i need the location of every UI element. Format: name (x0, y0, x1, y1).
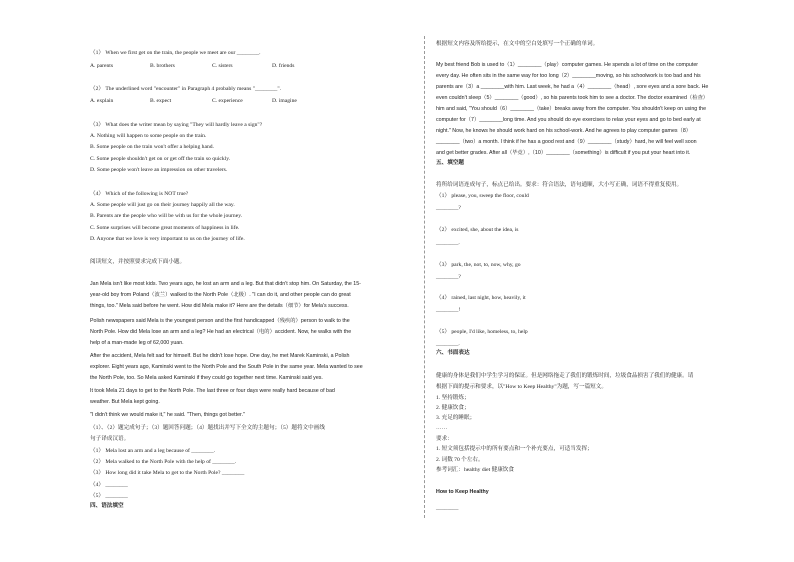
passage-line: weather. But Mela kept going. (90, 399, 160, 405)
question-3-stem: （3） What does the writer mean by saying "They will hardly leave a sign"? (90, 122, 263, 128)
section-5-instruction: 将所给词语连成句子，标点已给出。要求：符合语法，语句通顺，大小写正确，词语不得重复使用。 (436, 182, 683, 188)
option: C. sisters (212, 63, 233, 69)
answer-line: ________! (436, 307, 461, 313)
hint-item: 3. 充足的睡眠； (436, 415, 476, 421)
option: C. Some people shouldn't get on or get off the train so quickly. (90, 156, 231, 162)
task-instruction: 句子译成汉语。 (90, 436, 130, 442)
option: A. explain (90, 98, 114, 104)
reorder-item: （1） please, you, sweep the floor, could (436, 193, 529, 199)
passage-line: things, too." Mela said before he went. How did Mela make it? Here are the details（细节）for Mela's success. (90, 303, 349, 309)
grammar-passage-line: parents are（3）a ________with him. Last week, he had a（4）________（head）, sore eyes and a sore back. He (436, 84, 709, 90)
passage-line: After the accident, Mela felt sad for himself. But he didn't lose hope. One day, he met Marek Kaminski, a Polish (90, 353, 350, 359)
passage-line: "I didn't think we would make it," he said. "Then, things got better." (90, 412, 245, 418)
requirement-item: 1. 短文须包括提示中的所有要点和一个补充要点，可适当发挥； (436, 446, 593, 452)
essay-answer-line: ________ (436, 505, 459, 511)
grammar-passage-line: night." Now, he knows he should work hard on his school-work. And he agrees to play computer games（8） (436, 128, 692, 134)
task-item: （1） Mela lost an arm and a leg because of ________. (90, 448, 216, 454)
reference-words: 参考词汇：healthy diet 健康饮食 (436, 467, 514, 473)
requirements-label: 要求： (436, 436, 453, 442)
section-5-heading: 五、填空题 (436, 160, 464, 166)
answer-line: ________. (436, 341, 460, 347)
answer-line: ________? (436, 274, 461, 280)
section-instruction: 阅读短文，并按照要求完成下面小题。 (90, 259, 186, 265)
section-heading: 四、语法填空 (90, 503, 124, 509)
hint-item: …… (436, 425, 448, 431)
section-6-heading: 六、书面表达 (436, 350, 470, 356)
answer-line: ________. (436, 240, 460, 246)
option: D. Anyone that we love is very important to us on the journey of life. (90, 236, 245, 242)
grammar-passage-line: ________（two）a month. I think if he has a good rest and（9）________（study）hard, he will feel well soon (436, 139, 697, 145)
option: B. expect (150, 98, 172, 104)
column-divider (424, 36, 425, 518)
grammar-passage-line: computer for（7）________long time. And you should do eye exercises to relax your eyes and go to bed early at (436, 117, 701, 123)
passage-line: help of a man-made leg of 62,000 yuan. (90, 340, 184, 346)
option: C. experience (212, 98, 243, 104)
option: D. imagine (272, 98, 297, 104)
passage-line: explorer. Eight years ago, Kaminski went to the North Pole and the South Pole in the same year. Mela wanted to see (90, 364, 363, 370)
option: A. Nothing will happen to some people on the train. (90, 133, 207, 139)
passage-line: It took Mela 21 days to get to the North Pole. The last three or four days were really hard because of bad (90, 388, 335, 394)
essay-instruction: 根据下面的提示和要求，以"How to Keep Healthy"为题，写一篇短文。 (436, 384, 607, 390)
question-2-options (90, 98, 412, 105)
reorder-item: （5） people, I'd like, homeless, to, help (436, 329, 528, 335)
question-1-options (90, 63, 412, 70)
task-item: （4） ________ (90, 482, 128, 488)
option: D. Some people won't leave an impression on other travelers. (90, 167, 228, 173)
question-1-stem: （1） When we first get on the train, the people we meet are our ________. (90, 50, 261, 56)
task-instruction: （1）、（2）题完成句子；（3）题回答问题；（4）题找出并写下全文的主题句；（5）题将文中画线 (90, 425, 325, 431)
passage-line: North Pole. How did Mela lose an arm and a leg? He had an electrical（电的）accident. Now, he walks with the (90, 329, 352, 335)
grammar-passage-line: every day. He often sits in the same way for too long（2）________moving, so his schoolwork is too bad and his (436, 73, 701, 79)
question-2-stem: （2） The underlined word "encounter" in Paragraph 4 probably means "________". (90, 86, 282, 92)
option: B. Some people on the train won't offer a helping hand. (90, 144, 214, 150)
option: A. parents (90, 63, 113, 69)
question-4-stem: （4） Which of the following is NOT true? (90, 191, 189, 197)
option: B. brothers (150, 63, 175, 69)
answer-line: ________? (436, 205, 461, 211)
essay-instruction: 健康的身体是我们中学生学习的保证。但是网络拖走了我们的锻炼时间，垃圾食品损害了我们的健康。请 (436, 373, 694, 379)
passage-line: year-old boy from Poland（波兰）walked to the North Pole（北极）. "I can do it, and other people can do great (90, 292, 351, 298)
task-item: （2） Mela walked to the North Pole with the help of ________. (90, 459, 237, 465)
requirement-item: 2. 词数 70 个左右。 (436, 457, 484, 463)
task-item: （5） ________ (90, 493, 128, 499)
task-item: （3） How long did it take Mela to get to the North Pole? ________ (90, 470, 245, 476)
passage-line: Polish newspapers said Mela is the youngest person and the first handicapped（残疾的）person to walk to the (90, 318, 350, 324)
option: B. Parents are the people who will be with us for the whole journey. (90, 213, 243, 219)
grammar-passage-line: even couldn't sleep（5）________（good）, so his parents took him to see a doctor. The doctor examined（检查） (436, 95, 709, 101)
grammar-instruction: 根据短文内容及所给提示，在文中的空白处填写一个正确的单词。 (436, 41, 599, 47)
option: D. friends (272, 63, 295, 69)
reorder-item: （4） rained, last night, how, heavily, it (436, 295, 526, 301)
passage-line: the North Pole, too. So Mela asked Kaminski if they could go together next time. Kaminski said yes. (90, 375, 323, 381)
hint-item: 2. 健康饮食； (436, 405, 470, 411)
passage-line: Jan Mela isn't like most kids. Two years ago, he lost an arm and a leg. But that didn't stop him. On Saturday, the 15- (90, 281, 361, 287)
option: C. Some surprises will become great moments of happiness in life. (90, 225, 240, 231)
grammar-passage-line: and get better grades. After all（毕竟）,（10）________（something）is difficult if you put your heart into it. (436, 150, 691, 156)
hint-item: 1. 坚持锻炼； (436, 395, 470, 401)
option: A. Some people will just go on their journey happily all the way. (90, 202, 235, 208)
grammar-passage-line: My best friend Bob is used to（1）________（play）computer games. He spends a lot of time on the computer (436, 62, 699, 68)
essay-title: How to Keep Healthy (436, 489, 489, 495)
reorder-item: （2） excited, she, about the idea, is (436, 227, 519, 233)
reorder-item: （3） park, the, not, to, now, why, go (436, 262, 521, 268)
grammar-passage-line: him and said, "You should（6）________（take）breaks away from the computer. You shouldn't keep on using the (436, 106, 707, 112)
